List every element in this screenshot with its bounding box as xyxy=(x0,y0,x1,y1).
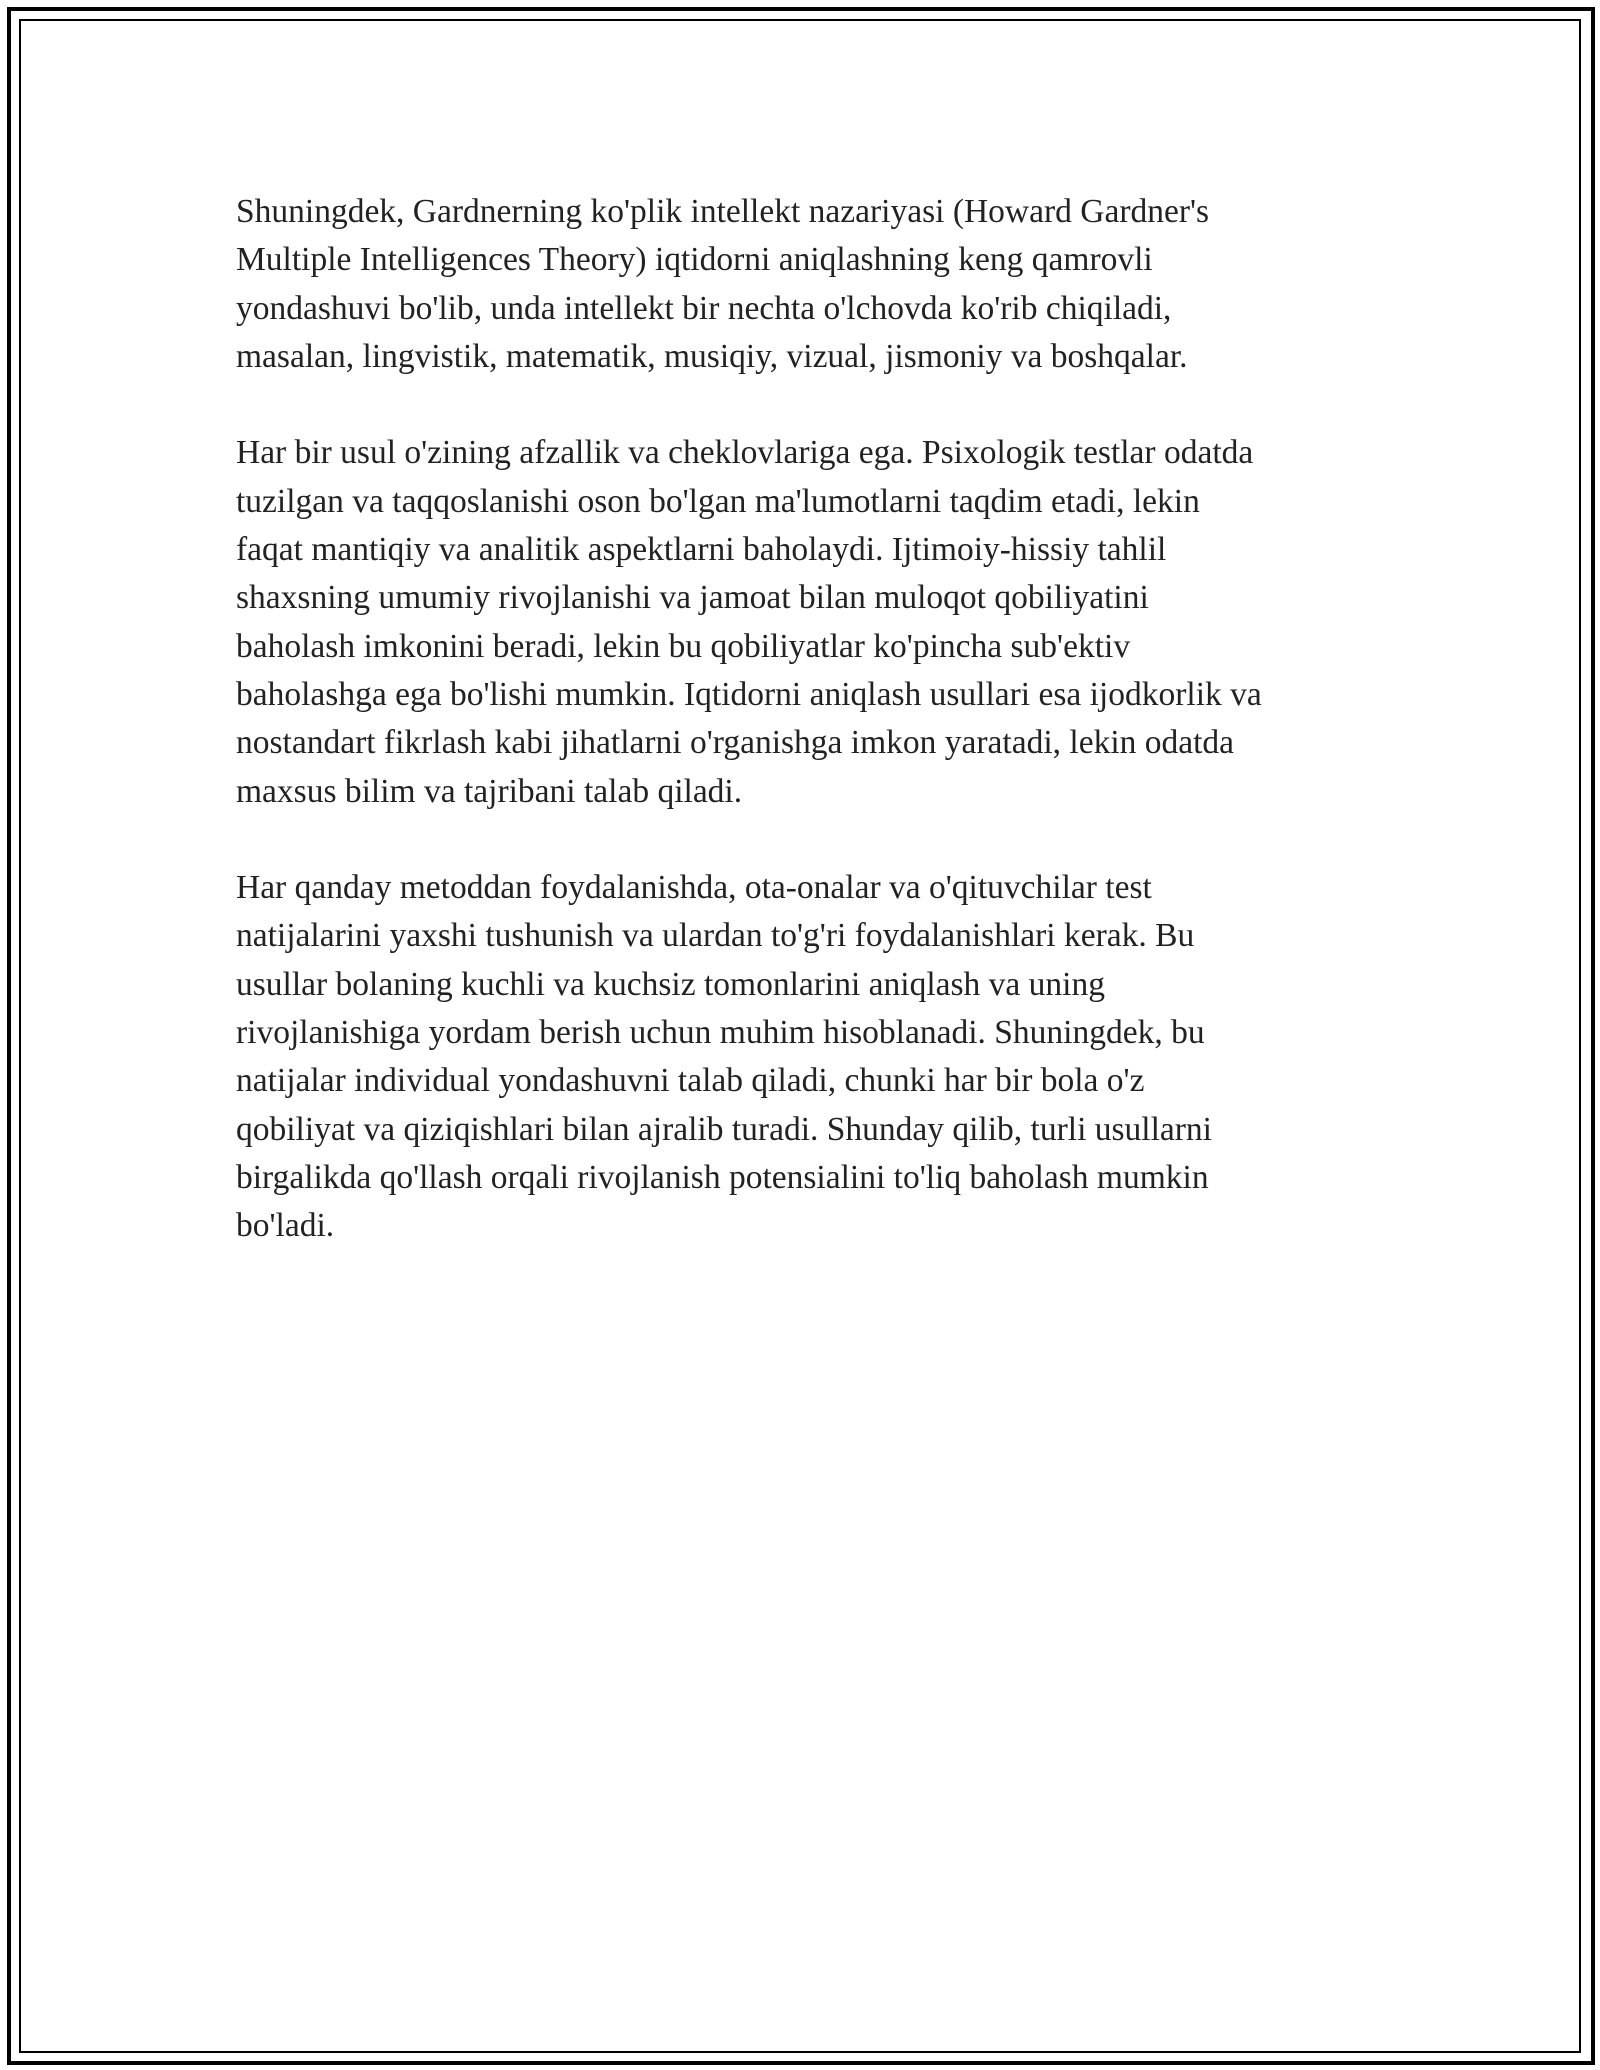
text-line: shaxsning umumiy rivojlanishi va jamoat bilan muloqot qobiliyatini xyxy=(236,579,1149,617)
text-line: maxsus bilim va tajribani talab qiladi. xyxy=(236,772,743,810)
text-line: Multiple Intelligences Theory) iqtidorni aniqlashning keng qamrovli xyxy=(236,241,1153,279)
paragraph-1 xyxy=(236,188,1372,381)
text-line: rivojlanishiga yordam berish uchun muhim hisoblanadi. Shuningdek, bu xyxy=(236,1014,1205,1052)
document-body xyxy=(236,188,1372,1299)
text-line: natijalarini yaxshi tushunish va ulardan to'g'ri foydalanishlari kerak. Bu xyxy=(236,917,1195,955)
paragraph-3 xyxy=(236,864,1372,1250)
text-line: baholash imkonini beradi, lekin bu qobiliyatlar ko'pincha sub'ektiv xyxy=(236,627,1131,665)
text-line: faqat mantiqiy va analitik aspektlarni baholaydi. Ijtimoiy-hissiy tahlil xyxy=(236,531,1167,569)
text-line: bo'ladi. xyxy=(236,1207,335,1245)
paragraph-2 xyxy=(236,429,1372,815)
text-line: Har qanday metoddan foydalanishda, ota-onalar va o'qituvchilar test xyxy=(236,869,1152,907)
text-line: usullar bolaning kuchli va kuchsiz tomonlarini aniqlash va uning xyxy=(236,965,1105,1003)
text-line: natijalar individual yondashuvni talab qiladi, chunki har bir bola o'z xyxy=(236,1062,1145,1100)
text-line: birgalikda qo'llash orqali rivojlanish potensialini to'liq baholash mumkin xyxy=(236,1158,1209,1196)
text-line: yondashuvi bo'lib, unda intellekt bir nechta o'lchovda ko'rib chiqiladi, xyxy=(236,289,1172,327)
text-line: masalan, lingvistik, matematik, musiqiy, vizual, jismoniy va boshqalar. xyxy=(236,337,1188,375)
text-line: Har bir usul o'zining afzallik va cheklovlariga ega. Psixologik testlar odatda xyxy=(236,434,1254,472)
text-line: baholashga ega bo'lishi mumkin. Iqtidorni aniqlash usullari esa ijodkorlik va xyxy=(236,675,1262,713)
text-line: Shuningdek, Gardnerning ko'plik intellekt nazariyasi (Howard Gardner's xyxy=(236,193,1210,230)
text-line: qobiliyat va qiziqishlari bilan ajralib turadi. Shunday qilib, turli usullarni xyxy=(236,1110,1212,1148)
text-line: nostandart fikrlash kabi jihatlarni o'rganishga imkon yaratadi, lekin odatda xyxy=(236,724,1235,762)
text-line: tuzilgan va taqqoslanishi oson bo'lgan ma'lumotlarni taqdim etadi, lekin xyxy=(236,482,1200,520)
